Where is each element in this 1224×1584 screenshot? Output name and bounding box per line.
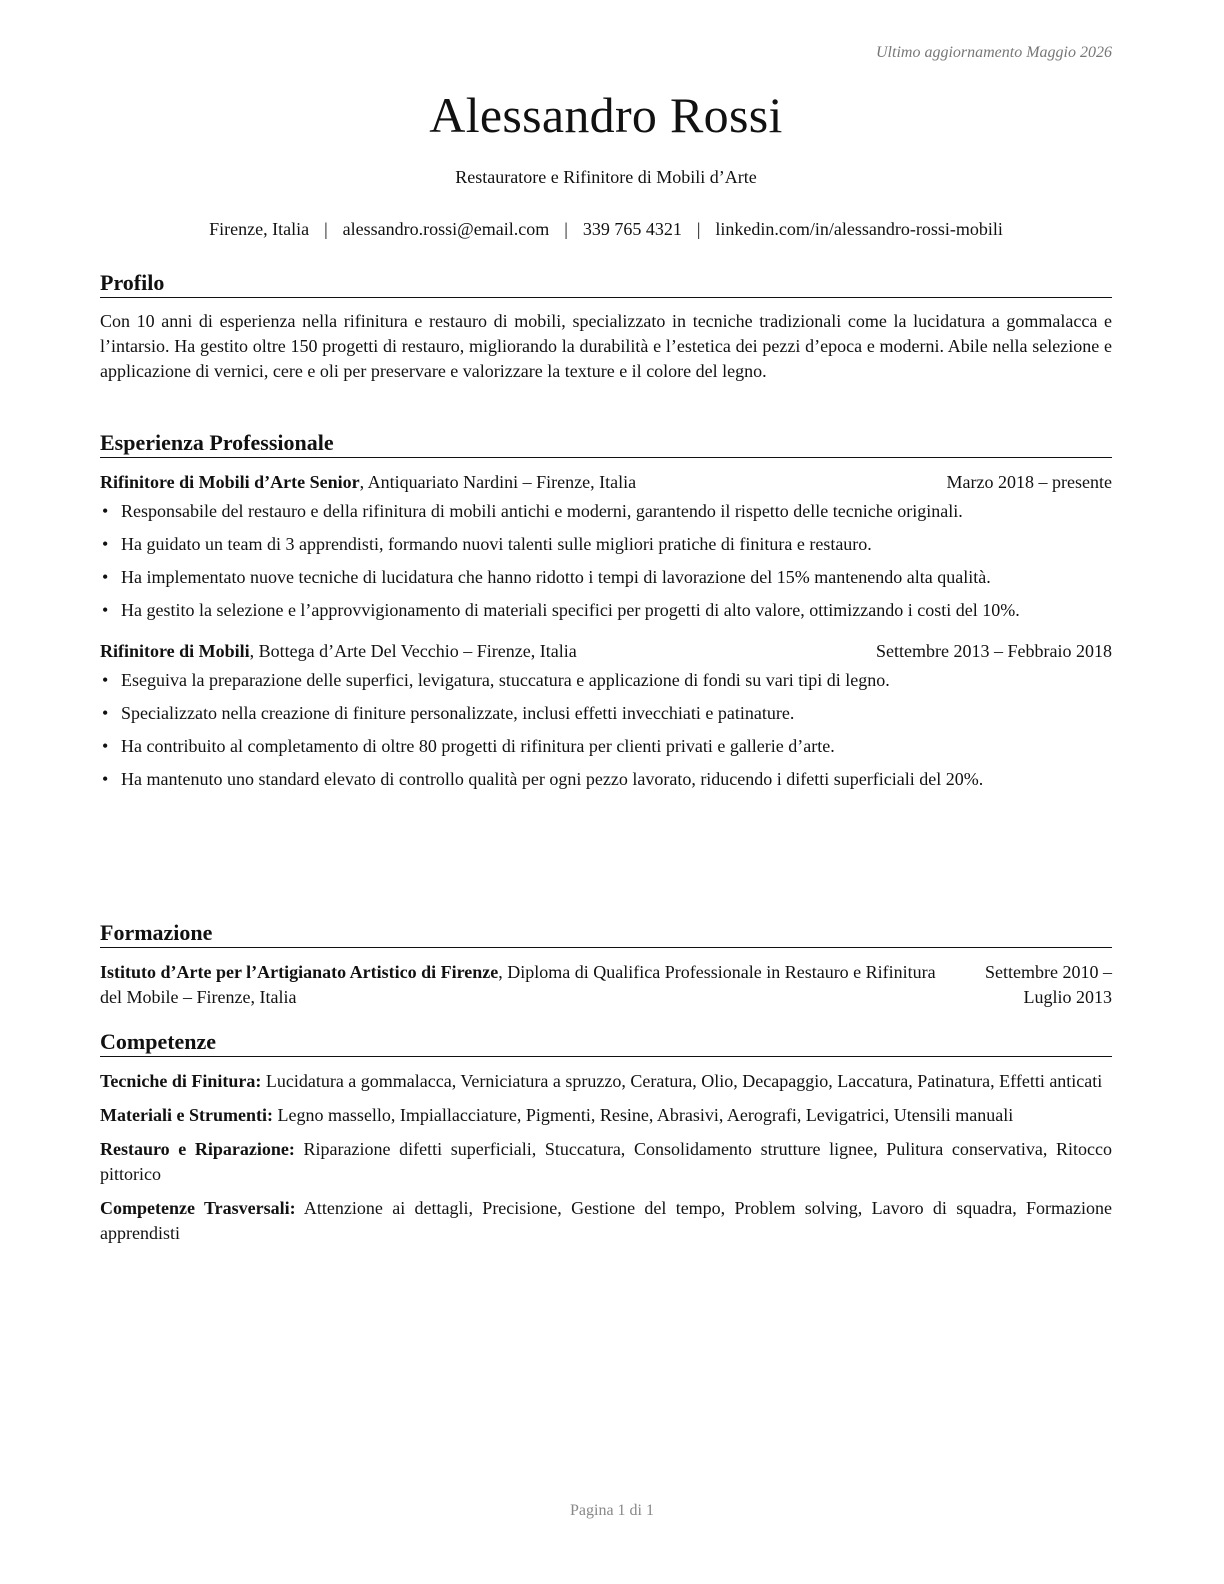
section-title: Formazione — [100, 920, 1112, 948]
profile-text: Con 10 anni di esperienza nella rifinitura e restauro di mobili, specializzato in tecniche tradizionali come la lucidatura a gommalacca e l’intarsio. Ha gestito oltre 150 progetti di restauro, migliorando la durabilità e l’estetica dei pezzi d’epoca e moderni. Abile nella selezione e applicazione di vernici, cere e oli per preservare e valorizzare la texture e il colore del legno. — [100, 311, 1112, 381]
skill-value: Riparazione difetti superficiali, Stuccatura, Consolidamento strutture lignee, Pulitura conservativa, Ritocco pittorico — [100, 1139, 1112, 1184]
contact-separator: | — [564, 219, 568, 239]
education-dates: Settembre 2010 – Luglio 2013 — [985, 962, 1112, 1007]
school-details: , Diploma di Qualifica Professionale in Restauro e Rifinitura del Mobile – Firenze, Italia — [100, 962, 936, 1007]
section-title: Profilo — [100, 270, 1112, 298]
education-entry — [100, 960, 1112, 1010]
contact-separator: | — [324, 219, 328, 239]
contact-email[interactable]: alessandro.rossi@email.com — [342, 219, 550, 239]
skill-label: Restauro e Riparazione: — [100, 1139, 295, 1159]
job-entry — [100, 639, 1112, 792]
job-header — [100, 639, 1112, 664]
job-header — [100, 470, 1112, 495]
skill-label: Competenze Trasversali: — [100, 1198, 296, 1218]
job-bullets — [100, 499, 1112, 623]
job-company: , Bottega d’Arte Del Vecchio – Firenze, Italia — [249, 641, 577, 661]
profile-section — [100, 270, 1112, 384]
skill-row — [100, 1069, 1112, 1094]
contact-separator: | — [696, 219, 701, 239]
list-item: • Ha mantenuto uno standard elevato di controllo qualità per ogni pezzo lavorato, riducendo i difetti superficiali del 20%. — [100, 767, 1112, 792]
skill-value: Attenzione ai dettagli, Precisione, Gestione del tempo, Problem solving, Lavoro di squadra, Formazione apprendisti — [100, 1198, 1112, 1243]
school-name: Istituto d’Arte per l’Artigianato Artistico di Firenze — [100, 962, 499, 982]
job-dates: Marzo 2018 – presente — [946, 472, 1112, 492]
education-section — [100, 920, 1112, 1010]
list-item: • Eseguiva la preparazione delle superfici, levigatura, stuccatura e applicazione di fondi su vari tipi di legno. — [100, 668, 1112, 693]
contact-linkedin[interactable]: linkedin.com/in/alessandro-rossi-mobili — [715, 219, 1003, 239]
contact-line — [100, 219, 1112, 240]
skill-value: Lucidatura a gommalacca, Verniciatura a spruzzo, Ceratura, Olio, Decapaggio, Laccatura, Patinatura, Effetti anticati — [261, 1071, 1103, 1091]
contact-location: Firenze, Italia — [209, 219, 310, 239]
skill-row — [100, 1137, 1112, 1187]
job-company: , Antiquariato Nardini – Firenze, Italia — [359, 472, 637, 492]
list-item: • Responsabile del restauro e della rifinitura di mobili antichi e moderni, garantendo il rispetto delle tecniche originali. — [100, 499, 1112, 524]
job-role: Rifinitore di Mobili d’Arte Senior — [100, 472, 360, 492]
job-dates: Settembre 2013 – Febbraio 2018 — [876, 641, 1112, 661]
list-item: • Ha guidato un team di 3 apprendisti, formando nuovi talenti sulle migliori pratiche di finitura e restauro. — [100, 532, 1112, 557]
section-title: Esperienza Professionale — [100, 430, 1112, 458]
experience-section — [100, 430, 1112, 800]
skill-value: Legno massello, Impiallacciature, Pigmenti, Resine, Abrasivi, Aerografi, Levigatrici, Utensili manuali — [272, 1105, 1014, 1125]
skill-label: Tecniche di Finitura: — [100, 1071, 262, 1091]
job-title: Restauratore e Rifinitore di Mobili d’Arte — [455, 167, 757, 187]
list-item: • Specializzato nella creazione di finiture personalizzate, inclusi effetti invecchiati e patinature. — [100, 701, 1112, 726]
list-item: • Ha implementato nuove tecniche di lucidatura che hanno ridotto i tempi di lavorazione del 15% mantenendo alta qualità. — [100, 565, 1112, 590]
job-bullets — [100, 668, 1112, 792]
section-title: Competenze — [100, 1029, 1112, 1057]
job-role: Rifinitore di Mobili — [100, 641, 250, 661]
skill-row — [100, 1196, 1112, 1246]
last-updated: Ultimo aggiornamento Maggio 2026 — [876, 44, 1112, 61]
candidate-name: Alessandro Rossi — [429, 87, 783, 143]
skill-row — [100, 1103, 1112, 1128]
page-number: Pagina 1 di 1 — [570, 1502, 654, 1519]
contact-phone[interactable]: 339 765 4321 — [582, 219, 682, 239]
list-item: • Ha contribuito al completamento di oltre 80 progetti di rifinitura per clienti privati e gallerie d’arte. — [100, 734, 1112, 759]
skill-label: Materiali e Strumenti: — [100, 1105, 273, 1125]
list-item: • Ha gestito la selezione e l’approvvigionamento di materiali specifici per progetti di alto valore, ottimizzando i costi del 10%. — [100, 598, 1112, 623]
job-entry — [100, 470, 1112, 623]
skills-section — [100, 1029, 1112, 1255]
